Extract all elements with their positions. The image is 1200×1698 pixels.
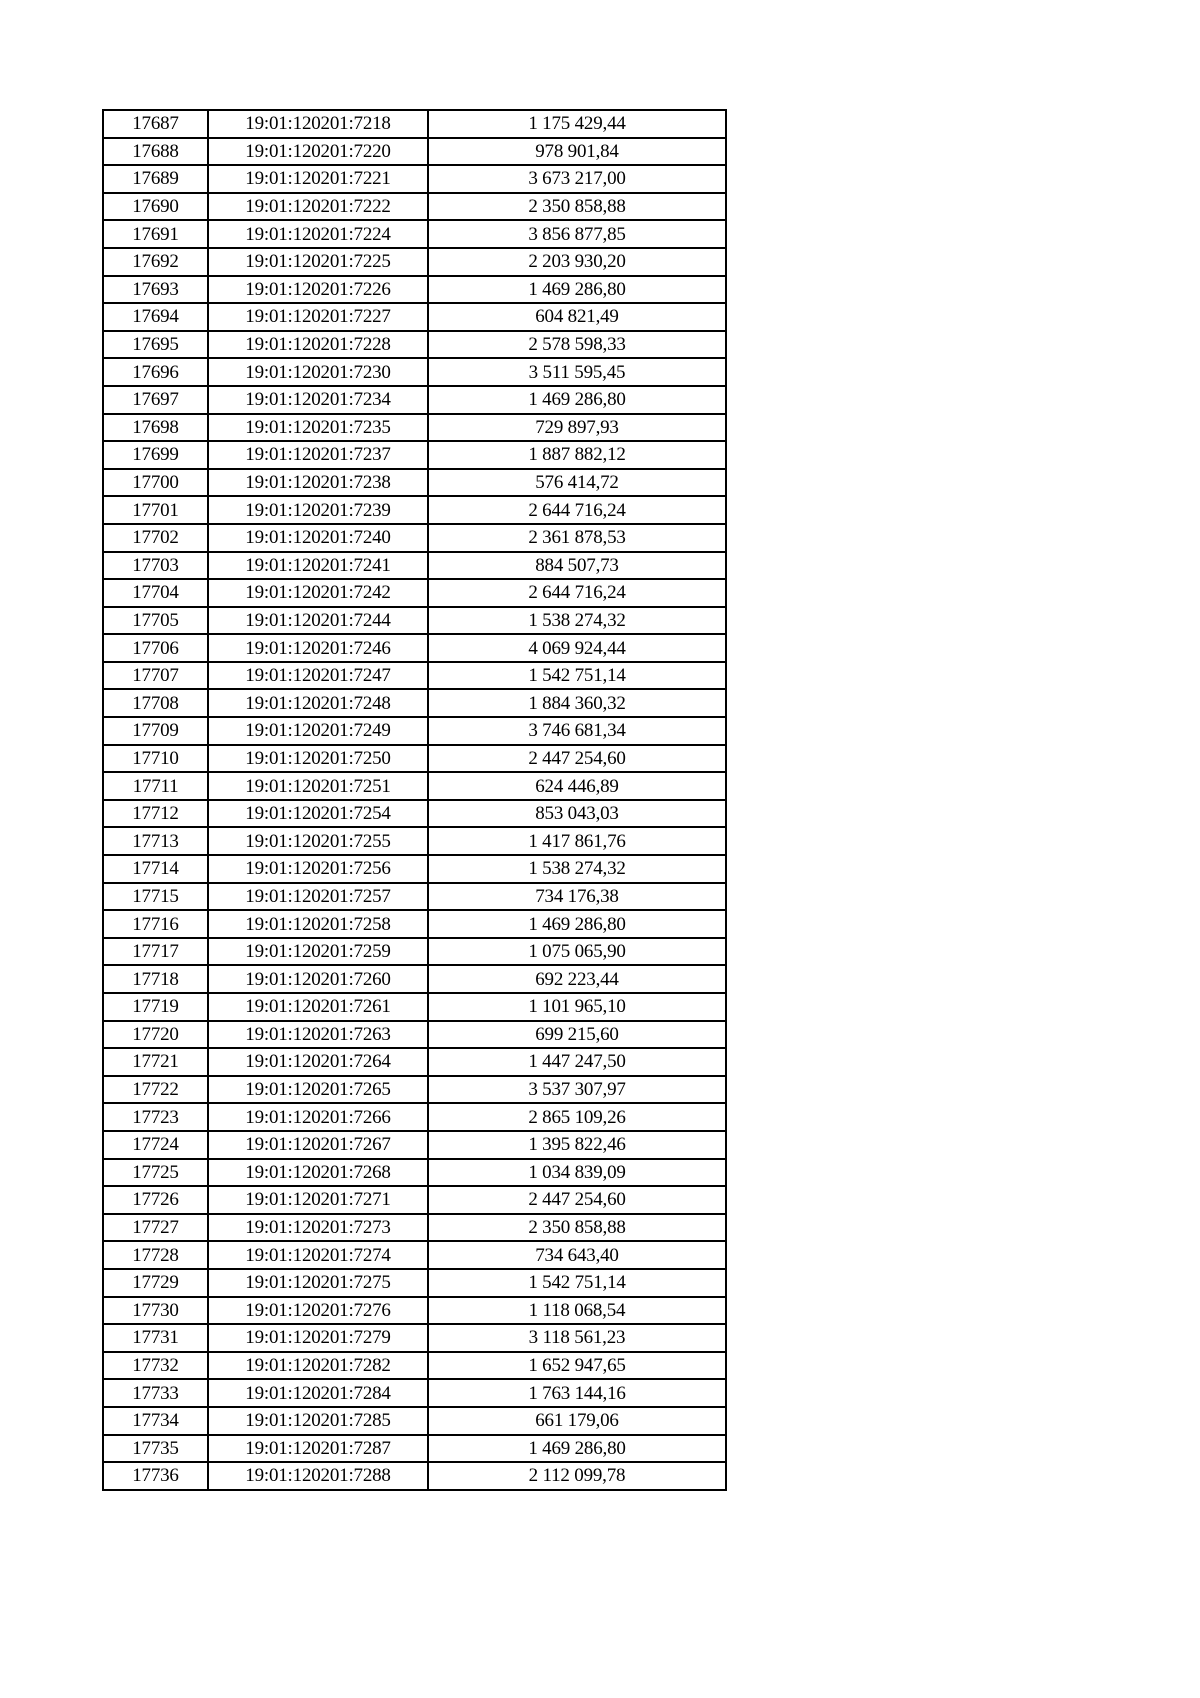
value-cell: 1 538 274,32 <box>428 607 726 635</box>
table-row <box>103 1297 726 1325</box>
value-cell: 2 203 930,20 <box>428 248 726 276</box>
value-cell: 4 069 924,44 <box>428 634 726 662</box>
table-row <box>103 717 726 745</box>
table-row <box>103 1241 726 1269</box>
row-number-cell: 17691 <box>103 220 208 248</box>
value-cell: 2 361 878,53 <box>428 524 726 552</box>
row-number-cell: 17689 <box>103 165 208 193</box>
cadastral-number-cell: 19:01:120201:7227 <box>208 303 428 331</box>
cadastral-number-cell: 19:01:120201:7268 <box>208 1159 428 1187</box>
cadastral-number-cell: 19:01:120201:7240 <box>208 524 428 552</box>
table-row <box>103 772 726 800</box>
table-row <box>103 800 726 828</box>
row-number-cell: 17710 <box>103 745 208 773</box>
table-row <box>103 386 726 414</box>
row-number-cell: 17723 <box>103 1103 208 1131</box>
table-row <box>103 220 726 248</box>
row-number-cell: 17712 <box>103 800 208 828</box>
value-cell: 1 447 247,50 <box>428 1048 726 1076</box>
row-number-cell: 17687 <box>103 110 208 138</box>
cadastral-number-cell: 19:01:120201:7276 <box>208 1297 428 1325</box>
table-row <box>103 1131 726 1159</box>
row-number-cell: 17696 <box>103 358 208 386</box>
table-row <box>103 1214 726 1242</box>
cadastral-number-cell: 19:01:120201:7266 <box>208 1103 428 1131</box>
value-cell: 661 179,06 <box>428 1407 726 1435</box>
value-cell: 1 118 068,54 <box>428 1297 726 1325</box>
row-number-cell: 17692 <box>103 248 208 276</box>
value-cell: 699 215,60 <box>428 1021 726 1049</box>
table-row <box>103 1048 726 1076</box>
value-cell: 2 350 858,88 <box>428 1214 726 1242</box>
value-cell: 1 034 839,09 <box>428 1159 726 1187</box>
table-row <box>103 1435 726 1463</box>
cadastral-number-cell: 19:01:120201:7263 <box>208 1021 428 1049</box>
cadastral-number-cell: 19:01:120201:7244 <box>208 607 428 635</box>
row-number-cell: 17697 <box>103 386 208 414</box>
value-cell: 2 865 109,26 <box>428 1103 726 1131</box>
row-number-cell: 17705 <box>103 607 208 635</box>
cadastral-number-cell: 19:01:120201:7218 <box>208 110 428 138</box>
value-cell: 3 118 561,23 <box>428 1324 726 1352</box>
row-number-cell: 17702 <box>103 524 208 552</box>
value-cell: 1 542 751,14 <box>428 662 726 690</box>
table-row <box>103 1379 726 1407</box>
row-number-cell: 17699 <box>103 441 208 469</box>
row-number-cell: 17728 <box>103 1241 208 1269</box>
cadastral-number-cell: 19:01:120201:7284 <box>208 1379 428 1407</box>
cadastral-number-cell: 19:01:120201:7258 <box>208 910 428 938</box>
value-cell: 1 542 751,14 <box>428 1269 726 1297</box>
value-cell: 2 644 716,24 <box>428 579 726 607</box>
cadastral-number-cell: 19:01:120201:7221 <box>208 165 428 193</box>
value-cell: 1 469 286,80 <box>428 910 726 938</box>
cadastral-number-cell: 19:01:120201:7279 <box>208 1324 428 1352</box>
table-row <box>103 524 726 552</box>
cadastral-number-cell: 19:01:120201:7222 <box>208 193 428 221</box>
cadastral-number-cell: 19:01:120201:7267 <box>208 1131 428 1159</box>
table-row <box>103 303 726 331</box>
table-row <box>103 552 726 580</box>
cadastral-number-cell: 19:01:120201:7234 <box>208 386 428 414</box>
value-cell: 1 469 286,80 <box>428 1435 726 1463</box>
value-cell: 2 447 254,60 <box>428 1186 726 1214</box>
cadastral-number-cell: 19:01:120201:7242 <box>208 579 428 607</box>
value-cell: 2 350 858,88 <box>428 193 726 221</box>
value-cell: 3 746 681,34 <box>428 717 726 745</box>
value-cell: 3 673 217,00 <box>428 165 726 193</box>
cadastral-number-cell: 19:01:120201:7273 <box>208 1214 428 1242</box>
row-number-cell: 17701 <box>103 496 208 524</box>
value-cell: 2 447 254,60 <box>428 745 726 773</box>
value-cell: 1 884 360,32 <box>428 689 726 717</box>
table-row <box>103 414 726 442</box>
value-cell: 1 469 286,80 <box>428 386 726 414</box>
cadastral-number-cell: 19:01:120201:7288 <box>208 1462 428 1490</box>
table-row <box>103 193 726 221</box>
row-number-cell: 17724 <box>103 1131 208 1159</box>
row-number-cell: 17730 <box>103 1297 208 1325</box>
value-cell: 884 507,73 <box>428 552 726 580</box>
value-cell: 729 897,93 <box>428 414 726 442</box>
row-number-cell: 17698 <box>103 414 208 442</box>
cadastral-number-cell: 19:01:120201:7255 <box>208 827 428 855</box>
value-cell: 1 887 882,12 <box>428 441 726 469</box>
row-number-cell: 17713 <box>103 827 208 855</box>
row-number-cell: 17707 <box>103 662 208 690</box>
row-number-cell: 17736 <box>103 1462 208 1490</box>
cadastral-number-cell: 19:01:120201:7260 <box>208 965 428 993</box>
row-number-cell: 17703 <box>103 552 208 580</box>
table-row <box>103 745 726 773</box>
row-number-cell: 17708 <box>103 689 208 717</box>
row-number-cell: 17688 <box>103 138 208 166</box>
cadastral-number-cell: 19:01:120201:7230 <box>208 358 428 386</box>
table-row <box>103 910 726 938</box>
cadastral-number-cell: 19:01:120201:7235 <box>208 414 428 442</box>
table-row <box>103 607 726 635</box>
value-cell: 1 175 429,44 <box>428 110 726 138</box>
table-body <box>103 110 726 1490</box>
table-row <box>103 689 726 717</box>
cadastral-number-cell: 19:01:120201:7225 <box>208 248 428 276</box>
table-row <box>103 1021 726 1049</box>
row-number-cell: 17714 <box>103 855 208 883</box>
cadastral-number-cell: 19:01:120201:7220 <box>208 138 428 166</box>
row-number-cell: 17704 <box>103 579 208 607</box>
table-row <box>103 1159 726 1187</box>
table-row <box>103 138 726 166</box>
cadastral-number-cell: 19:01:120201:7282 <box>208 1352 428 1380</box>
row-number-cell: 17732 <box>103 1352 208 1380</box>
row-number-cell: 17729 <box>103 1269 208 1297</box>
table-row <box>103 276 726 304</box>
table-row <box>103 1269 726 1297</box>
cadastral-number-cell: 19:01:120201:7257 <box>208 883 428 911</box>
table-row <box>103 358 726 386</box>
table-row <box>103 110 726 138</box>
cadastral-number-cell: 19:01:120201:7238 <box>208 469 428 497</box>
cadastral-number-cell: 19:01:120201:7285 <box>208 1407 428 1435</box>
value-cell: 2 112 099,78 <box>428 1462 726 1490</box>
table-row <box>103 855 726 883</box>
value-cell: 2 644 716,24 <box>428 496 726 524</box>
value-cell: 1 395 822,46 <box>428 1131 726 1159</box>
table-row <box>103 579 726 607</box>
row-number-cell: 17722 <box>103 1076 208 1104</box>
cadastral-number-cell: 19:01:120201:7241 <box>208 552 428 580</box>
row-number-cell: 17735 <box>103 1435 208 1463</box>
row-number-cell: 17719 <box>103 993 208 1021</box>
table-row <box>103 1186 726 1214</box>
cadastral-number-cell: 19:01:120201:7251 <box>208 772 428 800</box>
cadastral-number-cell: 19:01:120201:7256 <box>208 855 428 883</box>
value-cell: 3 511 595,45 <box>428 358 726 386</box>
cadastral-number-cell: 19:01:120201:7264 <box>208 1048 428 1076</box>
table-row <box>103 469 726 497</box>
row-number-cell: 17700 <box>103 469 208 497</box>
row-number-cell: 17717 <box>103 938 208 966</box>
cadastral-number-cell: 19:01:120201:7224 <box>208 220 428 248</box>
cadastral-number-cell: 19:01:120201:7226 <box>208 276 428 304</box>
table-row <box>103 993 726 1021</box>
cadastral-number-cell: 19:01:120201:7274 <box>208 1241 428 1269</box>
value-cell: 692 223,44 <box>428 965 726 993</box>
value-cell: 1 763 144,16 <box>428 1379 726 1407</box>
table-row <box>103 1352 726 1380</box>
cadastral-number-cell: 19:01:120201:7250 <box>208 745 428 773</box>
value-cell: 978 901,84 <box>428 138 726 166</box>
table-row <box>103 248 726 276</box>
value-cell: 734 176,38 <box>428 883 726 911</box>
value-cell: 1 538 274,32 <box>428 855 726 883</box>
cadastral-number-cell: 19:01:120201:7247 <box>208 662 428 690</box>
table-row <box>103 165 726 193</box>
table-row <box>103 1407 726 1435</box>
cadastral-number-cell: 19:01:120201:7249 <box>208 717 428 745</box>
cadastral-value-table <box>102 109 727 1491</box>
cadastral-number-cell: 19:01:120201:7271 <box>208 1186 428 1214</box>
table-row <box>103 331 726 359</box>
row-number-cell: 17694 <box>103 303 208 331</box>
value-cell: 853 043,03 <box>428 800 726 828</box>
row-number-cell: 17693 <box>103 276 208 304</box>
row-number-cell: 17716 <box>103 910 208 938</box>
table-row <box>103 1076 726 1104</box>
table-row <box>103 441 726 469</box>
value-cell: 3 856 877,85 <box>428 220 726 248</box>
row-number-cell: 17733 <box>103 1379 208 1407</box>
table-row <box>103 662 726 690</box>
value-cell: 604 821,49 <box>428 303 726 331</box>
table-row <box>103 496 726 524</box>
table-row <box>103 965 726 993</box>
table-row <box>103 1462 726 1490</box>
cadastral-number-cell: 19:01:120201:7239 <box>208 496 428 524</box>
value-cell: 1 417 861,76 <box>428 827 726 855</box>
row-number-cell: 17727 <box>103 1214 208 1242</box>
cadastral-number-cell: 19:01:120201:7237 <box>208 441 428 469</box>
row-number-cell: 17725 <box>103 1159 208 1187</box>
cadastral-number-cell: 19:01:120201:7248 <box>208 689 428 717</box>
cadastral-number-cell: 19:01:120201:7259 <box>208 938 428 966</box>
value-cell: 2 578 598,33 <box>428 331 726 359</box>
row-number-cell: 17711 <box>103 772 208 800</box>
table-row <box>103 1324 726 1352</box>
row-number-cell: 17731 <box>103 1324 208 1352</box>
value-cell: 1 652 947,65 <box>428 1352 726 1380</box>
row-number-cell: 17706 <box>103 634 208 662</box>
table-row <box>103 827 726 855</box>
cadastral-number-cell: 19:01:120201:7275 <box>208 1269 428 1297</box>
value-cell: 734 643,40 <box>428 1241 726 1269</box>
table-row <box>103 1103 726 1131</box>
row-number-cell: 17695 <box>103 331 208 359</box>
cadastral-number-cell: 19:01:120201:7246 <box>208 634 428 662</box>
row-number-cell: 17718 <box>103 965 208 993</box>
value-cell: 1 101 965,10 <box>428 993 726 1021</box>
row-number-cell: 17690 <box>103 193 208 221</box>
cadastral-number-cell: 19:01:120201:7265 <box>208 1076 428 1104</box>
cadastral-number-cell: 19:01:120201:7287 <box>208 1435 428 1463</box>
value-cell: 576 414,72 <box>428 469 726 497</box>
row-number-cell: 17721 <box>103 1048 208 1076</box>
row-number-cell: 17709 <box>103 717 208 745</box>
table-row <box>103 883 726 911</box>
value-cell: 1 075 065,90 <box>428 938 726 966</box>
row-number-cell: 17715 <box>103 883 208 911</box>
row-number-cell: 17720 <box>103 1021 208 1049</box>
cadastral-number-cell: 19:01:120201:7261 <box>208 993 428 1021</box>
table-row <box>103 634 726 662</box>
row-number-cell: 17734 <box>103 1407 208 1435</box>
cadastral-number-cell: 19:01:120201:7254 <box>208 800 428 828</box>
row-number-cell: 17726 <box>103 1186 208 1214</box>
cadastral-number-cell: 19:01:120201:7228 <box>208 331 428 359</box>
table-row <box>103 938 726 966</box>
value-cell: 1 469 286,80 <box>428 276 726 304</box>
value-cell: 3 537 307,97 <box>428 1076 726 1104</box>
value-cell: 624 446,89 <box>428 772 726 800</box>
